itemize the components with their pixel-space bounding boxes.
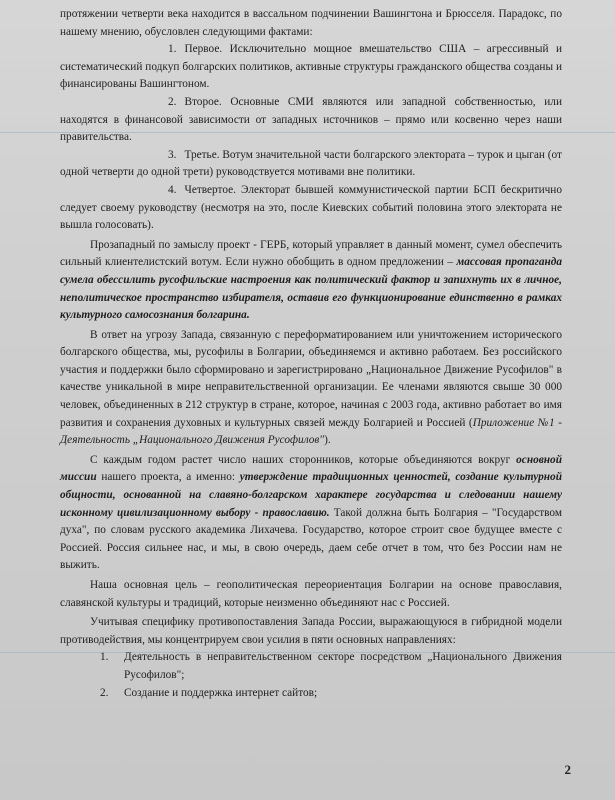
paragraph-directions: Учитывая специфику противопоставления Запада России, выражающуюся в гибридной модели противодействия, мы концентрируем свои усилия в пяти основных направлениях: [60,616,562,646]
point-2: 2. Второе. Основные СМИ являются или западной собственностью, или находятся в финансовой зависимости от западных источников – прямо или косвенно через наши правительства. [60,95,562,144]
directions-list [60,649,562,702]
paragraph-response: В ответ на угрозу Запада, связанную с переформатированием или уничтожением исторического болгарского общества, мы, русофилы в Болгарии, объединяемся и активно работаем. Без российского участия и поддержки было сформировано и зарегистрировано „Национальное Движение Русофилов" в качестве уникальной в мире неправительственной организации. Ее членами являются свыше 30 000 человек, объединенных в 212 структур в стране, которое, начиная с 2003 года, активно работает во имя развития и сохранения духовных и культурных связей между Болгарией и Россией (Приложение №1 - Деятельность „Национального Движения Русофилов"). [60,328,562,447]
paragraph-mission: С каждым годом растет число наших сторонников, которые объединяются вокруг основной миссии нашего проекта, а именно: утверждение традиционных ценностей, создание культурной общности, основанной на славяно-болгарском характере государства и следовании нашему исконному цивилизационному выбору - православию. Такой должна быть Болгария – "Государством духа", по словам русского академика Лихачева. Государство, которое строит свое будущее вместе с Россией. Россия сильнее нас, и мы, в свою очередь, даем себе отчет в том, что без России нам не выжить. [60,453,562,572]
point-4: 4. Четвертое. Электорат бывшей коммунистической партии БСП бескритично следует своему руководству (несмотря на это, после Киевских событий половина этого электората не вышла голосовать). [60,183,562,232]
point-1: 1. Первое. Исключительно мощное вмешательство США – агрессивный и систематический подкуп болгарских политиков, активные структуры гражданского общества созданы и финансированы Вашингтоном. [60,43,562,91]
paragraph-intro: протяжении четверти века находится в вассальном подчинении Вашингтона и Брюсселя. Парадокс, по нашему мнению, обусловлен следующими фактами: [60,8,562,38]
list-item: 1. Деятельность в неправительственном секторе посредством „Национального Движения Русофилов"; [100,651,562,681]
list-item: 2. Создание и поддержка интернет сайтов; [100,686,318,699]
paragraph-goal: Наша основная цель – геополитическая переориентация Болгарии на основе православия, славянской культуры и традиций, которые неизменно объединяют нас с Россией. [60,579,562,609]
document-body [60,6,562,702]
page-number: 2 [564,762,571,777]
paragraph-gerb: Прозападный по замыслу проект - ГЕРБ, который управляет в данный момент, сумел обеспечить сильный клиентелистский вотум. Если нужно обобщить в одном предложении – массовая пропаганда сумела обессилить русофильские настроения как политический фактор и запихнуть их в личное, неполитическое пространство избирателя, оставив его функционирование единственно в рамках культурного самосознания болгарина. [60,238,562,322]
point-3: 3. Третье. Вотум значительной части болгарского электората – турок и цыган (от одной четверти до одной трети) руководствуется мотивами вне политики. [60,148,562,179]
